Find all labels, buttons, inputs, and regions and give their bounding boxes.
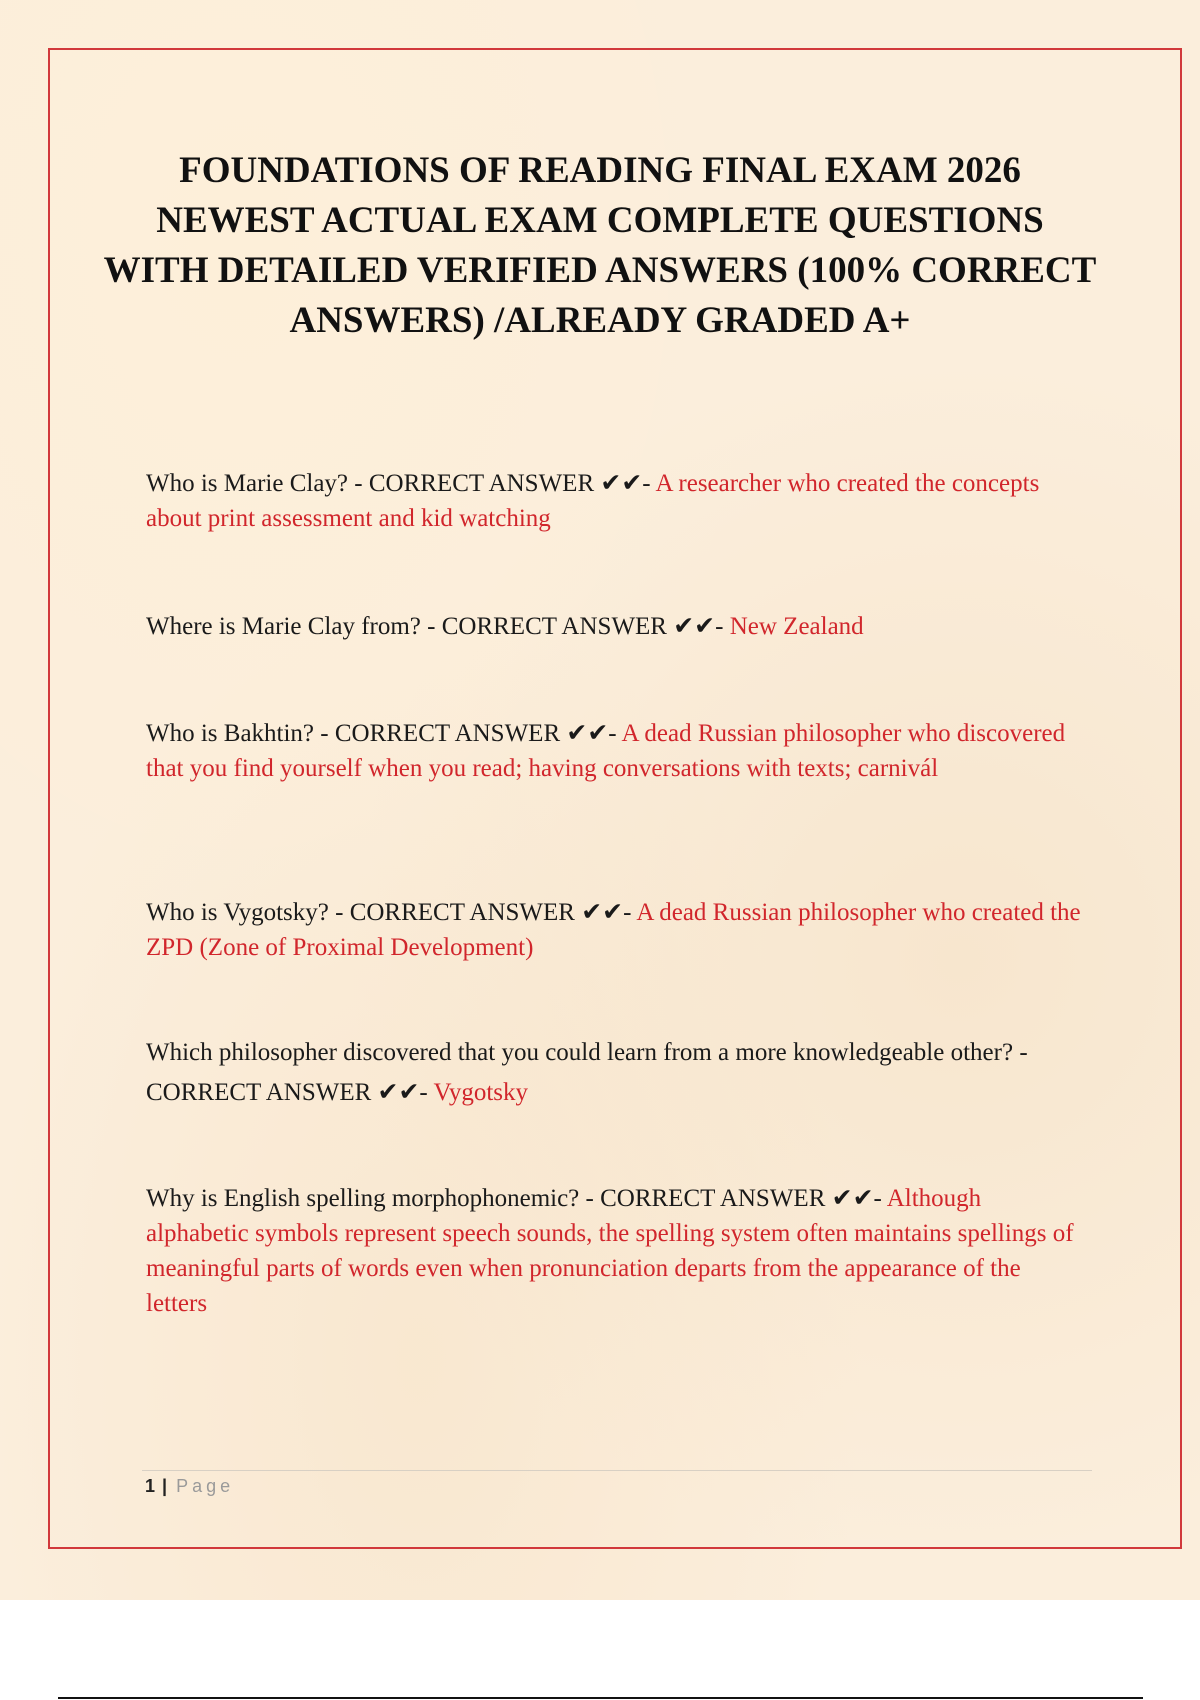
question-text: Who is Vygotsky? [146, 899, 329, 926]
answer-marker: - CORRECT ANSWER ✔✔- [579, 1185, 887, 1212]
qa-item [146, 1181, 1086, 1321]
answer-text: A dead Russian philosopher who created the ZPD (Zone of Proximal Development) [146, 899, 1081, 961]
answer-text: A dead Russian philosopher who discovered that you find yourself when you read; having conversations with texts; carnivál [146, 720, 1066, 782]
qa-item [146, 895, 1086, 965]
page-label: Page [176, 1476, 235, 1496]
page-number: 1 [145, 1476, 156, 1496]
answer-marker: - CORRECT ANSWER ✔✔- [146, 1039, 1028, 1106]
question-text: Who is Marie Clay? [146, 470, 349, 497]
answer-marker: - CORRECT ANSWER ✔✔- [314, 720, 622, 747]
qa-item [146, 609, 1086, 644]
answer-text: New Zealand [729, 613, 864, 640]
answer-text: Although alphabetic symbols represent speech sounds, the spelling system often maintains spellings of meaningful parts of words even when pronunciation departs from the appearance of the letters [146, 1185, 1074, 1317]
answer-marker: - CORRECT ANSWER ✔✔- [328, 899, 637, 926]
answer-text: Vygotsky [433, 1079, 529, 1106]
answer-marker: - CORRECT ANSWER ✔✔- [420, 613, 730, 640]
question-text: Why is English spelling morphophonemic? [146, 1185, 580, 1212]
qa-item [146, 716, 1086, 786]
page-footer [145, 1474, 234, 1498]
question-text: Which philosopher discovered that you could learn from a more knowledgeable other? [146, 1039, 1014, 1066]
question-text: Where is Marie Clay from? [146, 613, 421, 640]
bottom-divider [58, 1697, 1143, 1699]
footer-divider [142, 1470, 1092, 1471]
answer-text: A researcher who created the concepts about print assessment and kid watching [146, 470, 1040, 532]
qa-item [146, 1033, 1086, 1113]
footer-separator: | [162, 1476, 168, 1496]
document-title: FOUNDATIONS OF READING FINAL EXAM 2026 NEWEST ACTUAL EXAM COMPLETE QUESTIONS WITH DETAILED VERIFIED ANSWERS (100% CORRECT ANSWERS) /ALREADY GRADED A+ [103, 150, 1097, 341]
answer-marker: - CORRECT ANSWER ✔✔- [348, 470, 656, 497]
qa-item [146, 466, 1086, 536]
question-text: Who is Bakhtin? [146, 720, 315, 747]
